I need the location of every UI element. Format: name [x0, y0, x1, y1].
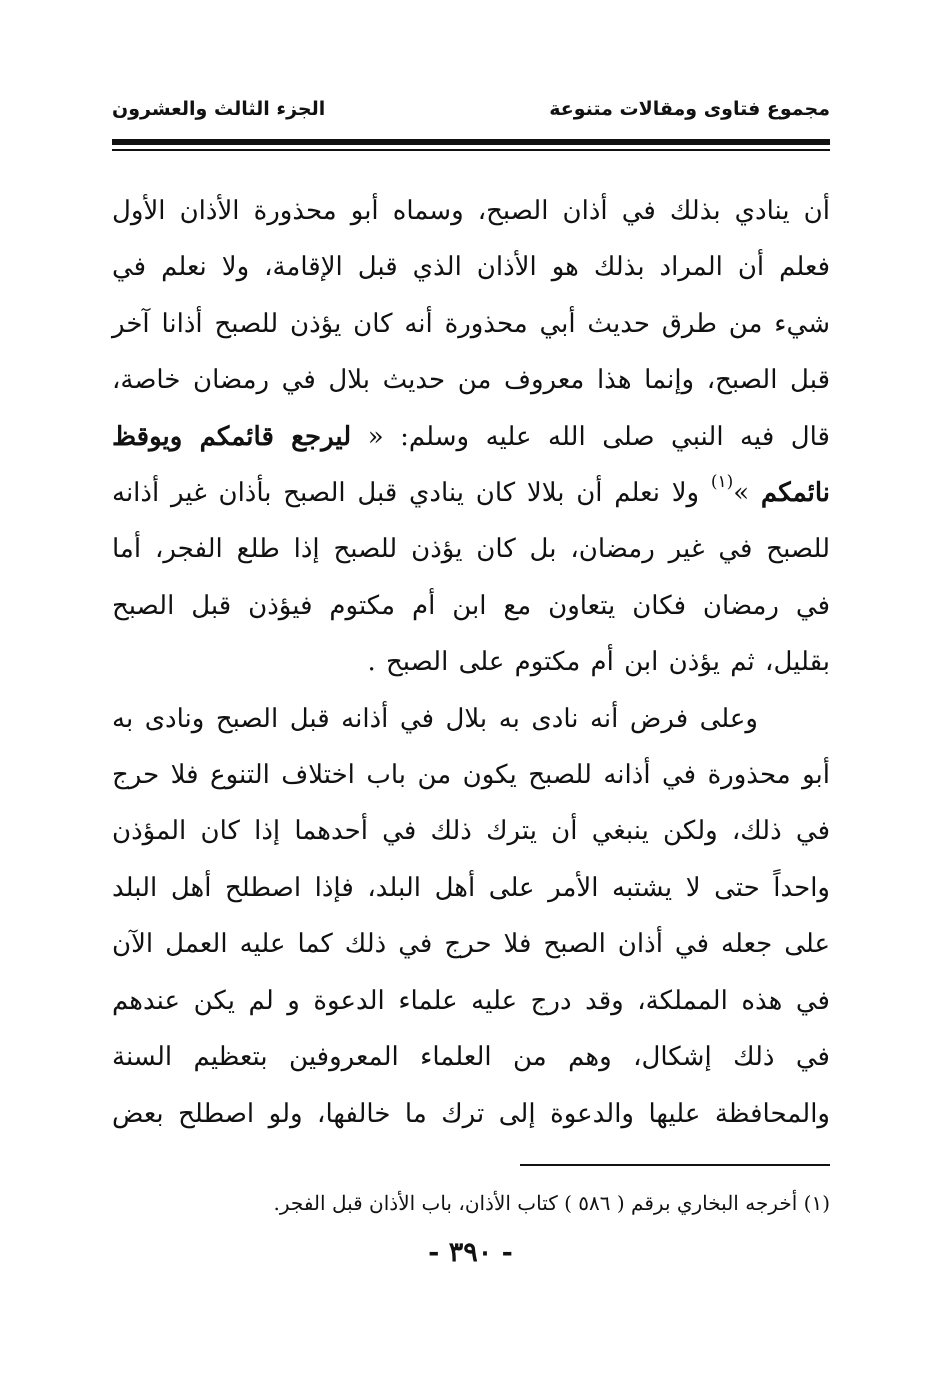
quote-close: » — [733, 478, 761, 509]
book-title: مجموع فتاوى ومقالات متنوعة — [549, 98, 830, 120]
header-rule-thick — [112, 139, 830, 145]
header-rule-thin — [112, 149, 830, 151]
running-header — [112, 96, 830, 132]
paragraph-1-part-1: أن ينادي بذلك في أذان الصبح، وسماه أبو محذورة الأذان الأول فعلم أن المراد بذلك هو الأذان الذي قبل الإقامة، ولا نعلم في شيء من طرق حديث أبي محذورة أنه كان يؤذن للصبح أذانا آخر قبل الصبح، وإنما هذا معروف من حديث بلال في رمضان خاصة، قال فيه النبي صلى الله عليه وسلم: « — [112, 196, 830, 452]
paragraph-1 — [112, 183, 830, 691]
volume-label: الجزء الثالث والعشرون — [112, 98, 326, 120]
paragraph-2: وعلى فرض أنه نادى به بلال في أذانه قبل الصبح ونادى به أبو محذورة في أذانه للصبح يكون من باب اختلاف التنوع فلا حرج في ذلك، ولكن ينبغي أن يترك ذلك في أحدهما إذا كان المؤذن واحداً حتى لا يشتبه الأمر على أهل البلد، فإذا اصطلح أهل البلد على جعله في أذان الصبح فلا حرج في ذلك كما عليه العمل الآن في هذه المملكة، وقد درج عليه علماء الدعوة و لم يكن عندهم في ذلك إشكال، وهم من العلماء المعروفين بتعظيم السنة والمحافظة عليها والدعوة إلى ترك ما خالفها، ولو اصطلح بعض — [112, 703, 830, 1129]
footnote-separator — [520, 1164, 830, 1166]
footnote: (١) أخرجه البخاري برقم ( ٥٨٦ ) كتاب الأذان، باب الأذان قبل الفجر. — [273, 1191, 830, 1215]
main-text — [112, 183, 830, 1142]
hadith-quote: ليرجع قائمكم ويوقظ نائمكم — [112, 421, 830, 509]
page-number: - ٣٩٠ - — [428, 1237, 513, 1268]
paragraph-1-part-2: ولا نعلم أن بلالا كان ينادي قبل الصبح بأذان غير أذانه للصبح في غير رمضان، بل كان يؤذن للصبح إذا طلع الفجر، أما في رمضان فكان يتعاون مع ابن أم مكتوم فيؤذن قبل الصبح بقليل، ثم يؤذن ابن أم مكتوم على الصبح . — [112, 478, 830, 678]
footnote-ref: (١) — [710, 472, 734, 493]
